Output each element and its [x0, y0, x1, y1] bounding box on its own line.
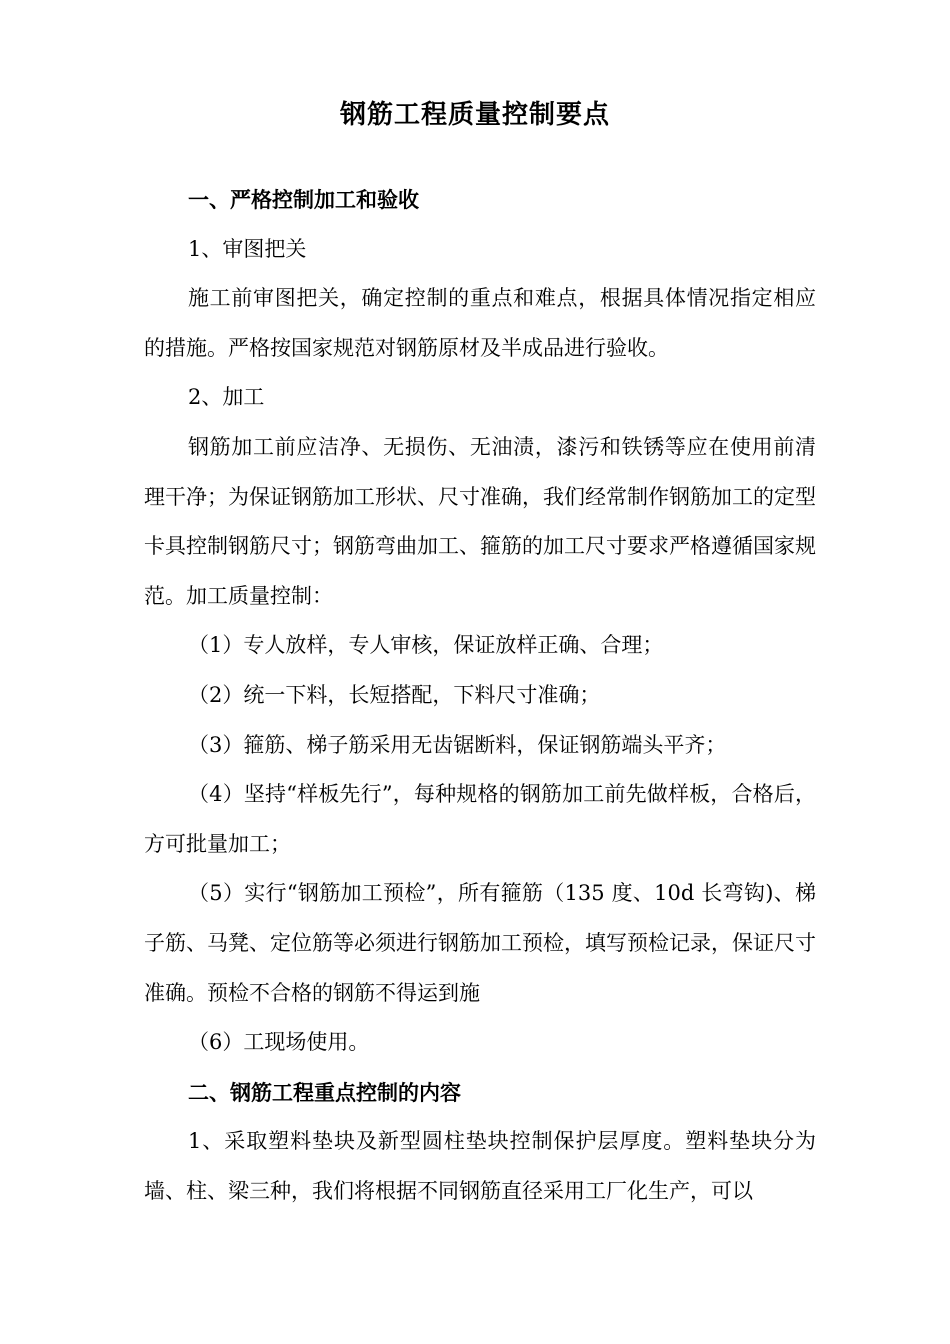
list-item-2: （2）统一下料，长短搭配，下料尺寸准确； [188, 682, 601, 707]
paragraph-review: 施工前审图把关，确定控制的重点和难点，根据具体情况指定相应的措施。严格按国家规范对钢筋原材及半成品进行验收。 [144, 286, 816, 360]
subsection-heading-processing: 2、加工 [188, 385, 265, 410]
document-body [144, 175, 816, 1216]
list-item-4: （4）坚持“样板先行”，每种规格的钢筋加工前先做样板，合格后，方可批量加工； [144, 782, 816, 856]
paragraph-processing: 钢筋加工前应洁净、无损伤、无油渍，漆污和铁锈等应在使用前清理干净；为保证钢筋加工形状、尺寸准确，我们经常制作钢筋加工的定型卡具控制钢筋尺寸；钢筋弯曲加工、箍筋的加工尺寸要求严格遵循国家规范。加工质量控制： [144, 434, 816, 608]
document-title: 钢筋工程质量控制要点 [339, 100, 610, 130]
paragraph-cover-blocks: 1、采取塑料垫块及新型圆柱垫块控制保护层厚度。塑料垫块分为墙、柱、梁三种，我们将根据不同钢筋直径采用工厂化生产，可以 [144, 1129, 816, 1203]
list-item-3: （3）箍筋、梯子筋采用无齿锯断料，保证钢筋端头平齐； [188, 732, 727, 757]
subsection-heading-review: 1、审图把关 [188, 236, 307, 261]
list-item-1: （1）专人放样，专人审核，保证放样正确、合理； [188, 633, 664, 658]
list-item-6: （6）工现场使用。 [188, 1030, 370, 1055]
section-heading-2: 二、钢筋工程重点控制的内容 [188, 1079, 461, 1105]
list-item-5: （5）实行“钢筋加工预检”，所有箍筋（135 度、10d 长弯钩)、梯子筋、马凳、定位筋等必须进行钢筋加工预检，填写预检记录，保证尺寸准确。预检不合格的钢筋不得运到施 [144, 881, 816, 1005]
section-heading-1: 一、严格控制加工和验收 [188, 187, 419, 212]
